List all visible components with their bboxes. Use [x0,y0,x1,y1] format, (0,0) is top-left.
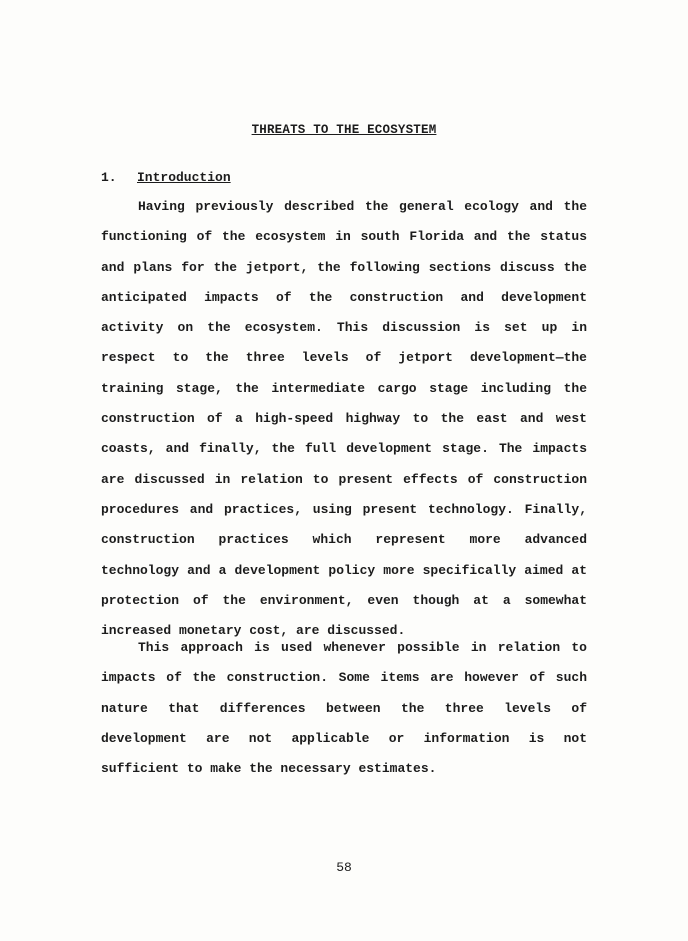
section-heading [101,170,231,185]
section-title: Introduction [137,170,231,185]
paragraph-1: Having previously described the general ecology and the functioning of the ecosystem in south Florida and the status and plans for the jetport, the following sections discuss the anticipated impacts of the construction and development activity on the ecosystem. This discussion is set up in respect to the three levels of jetport development—the training stage, the intermediate cargo stage including the construction of a high-speed highway to the east and west coasts, and finally, the full development stage. The impacts are discussed in relation to present effects of construction procedures and practices, using present technology. Finally, construction practices which represent more advanced technology and a development policy more specifically aimed at protection of the environment, even though at a somewhat increased monetary cost, are discussed. [101,199,587,639]
section-number: 1. [101,170,117,185]
page-number: 58 [336,860,352,875]
page-title: THREATS TO THE ECOSYSTEM [251,123,437,137]
paragraph-2: This approach is used whenever possible in relation to impacts of the construction. Some items are however of such nature that differences between the three levels of development are not applicable or information is not sufficient to make the necessary estimates. [101,640,587,777]
